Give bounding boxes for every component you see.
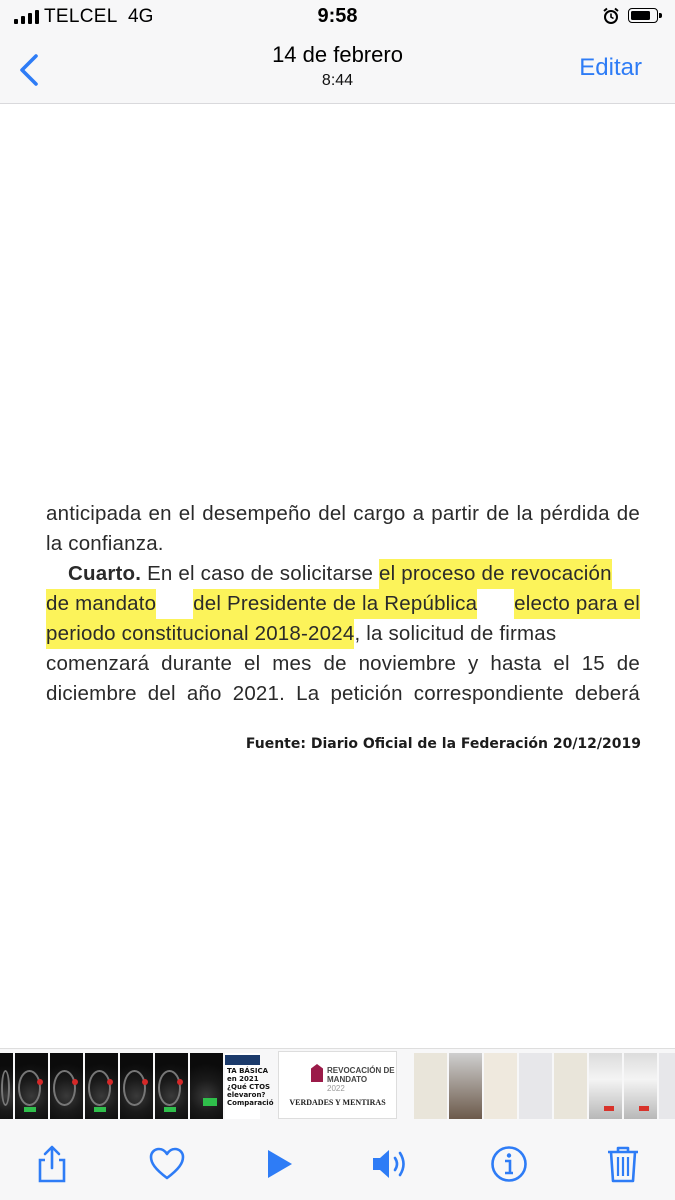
document-line: de mandato del Presidente de la República electo para el — [46, 589, 640, 619]
document-line: periodo constitucional 2018-2024 , la solicitud de firmas — [46, 619, 640, 649]
document-line: la confianza. — [46, 532, 164, 555]
photo-time: 8:44 — [321, 72, 354, 89]
photo-date: 14 de febrero — [272, 42, 403, 67]
thumbnail[interactable] — [624, 1053, 657, 1119]
play-icon — [258, 1144, 298, 1184]
thumbnail[interactable] — [449, 1053, 482, 1119]
speaker-icon — [370, 1144, 410, 1184]
document-line: anticipada en el desempeño del cargo a partir de la pérdida de — [46, 502, 640, 525]
thumbnail[interactable]: TA BÁSICA en 2021 ¿Qué CTOS elevaron? Comparació — [225, 1053, 260, 1119]
thumbnail[interactable] — [484, 1053, 517, 1119]
edit-button[interactable]: Editar — [579, 54, 642, 81]
document-line: comenzará durante el mes de noviembre y hasta el 15 de — [46, 652, 640, 675]
share-button[interactable] — [32, 1144, 72, 1184]
play-button[interactable] — [258, 1144, 298, 1184]
document-line: Cuarto. En el caso de solicitarse el proceso de revocación — [46, 559, 640, 589]
thumbnail[interactable] — [155, 1053, 188, 1119]
trash-icon — [603, 1144, 643, 1184]
alarm-icon — [602, 7, 620, 25]
thumbnail[interactable] — [120, 1053, 153, 1119]
highlighted-text: periodo constitucional 2018-2024 — [46, 619, 354, 649]
section-heading: Cuarto. — [68, 562, 142, 585]
network-type: 4G — [128, 6, 154, 27]
source-citation: Fuente: Diario Oficial de la Federación 20/12/2019 — [245, 736, 641, 752]
bottom-toolbar — [0, 1120, 675, 1200]
thumbnail-selected[interactable]: REVOCACIÓN DE MANDATO 2022 VERDADES Y MENTIRAS — [278, 1051, 397, 1119]
document-text — [46, 499, 640, 709]
battery-icon — [628, 8, 658, 23]
sound-button[interactable] — [370, 1144, 410, 1184]
thumbnail[interactable] — [50, 1053, 83, 1119]
thumbnail[interactable] — [554, 1053, 587, 1119]
thumbnail[interactable] — [85, 1053, 118, 1119]
thumbnail[interactable] — [190, 1053, 223, 1119]
share-icon — [32, 1144, 72, 1184]
delete-button[interactable] — [603, 1144, 643, 1184]
thumbnail[interactable] — [15, 1053, 48, 1119]
status-bar — [0, 0, 675, 34]
thumbnail[interactable] — [0, 1053, 13, 1119]
thumbnail[interactable] — [659, 1053, 675, 1119]
highlighted-text: el proceso de revocación — [379, 559, 612, 589]
thumbnail[interactable] — [519, 1053, 552, 1119]
status-time: 9:58 — [317, 5, 358, 27]
info-icon — [489, 1144, 529, 1184]
carrier-name: TELCEL — [44, 6, 118, 27]
nav-bar — [0, 34, 675, 104]
favorite-button[interactable] — [147, 1144, 187, 1184]
revocacion-logo-icon — [311, 1064, 323, 1082]
heart-icon — [147, 1144, 187, 1184]
thumbnail[interactable] — [414, 1053, 447, 1119]
thumbnail-strip[interactable] — [0, 1048, 675, 1121]
info-button[interactable] — [489, 1144, 529, 1184]
document-line: diciembre del año 2021. La petición correspondiente deberá — [46, 682, 640, 705]
thumbnail[interactable] — [589, 1053, 622, 1119]
photo-viewer[interactable] — [0, 104, 675, 1048]
